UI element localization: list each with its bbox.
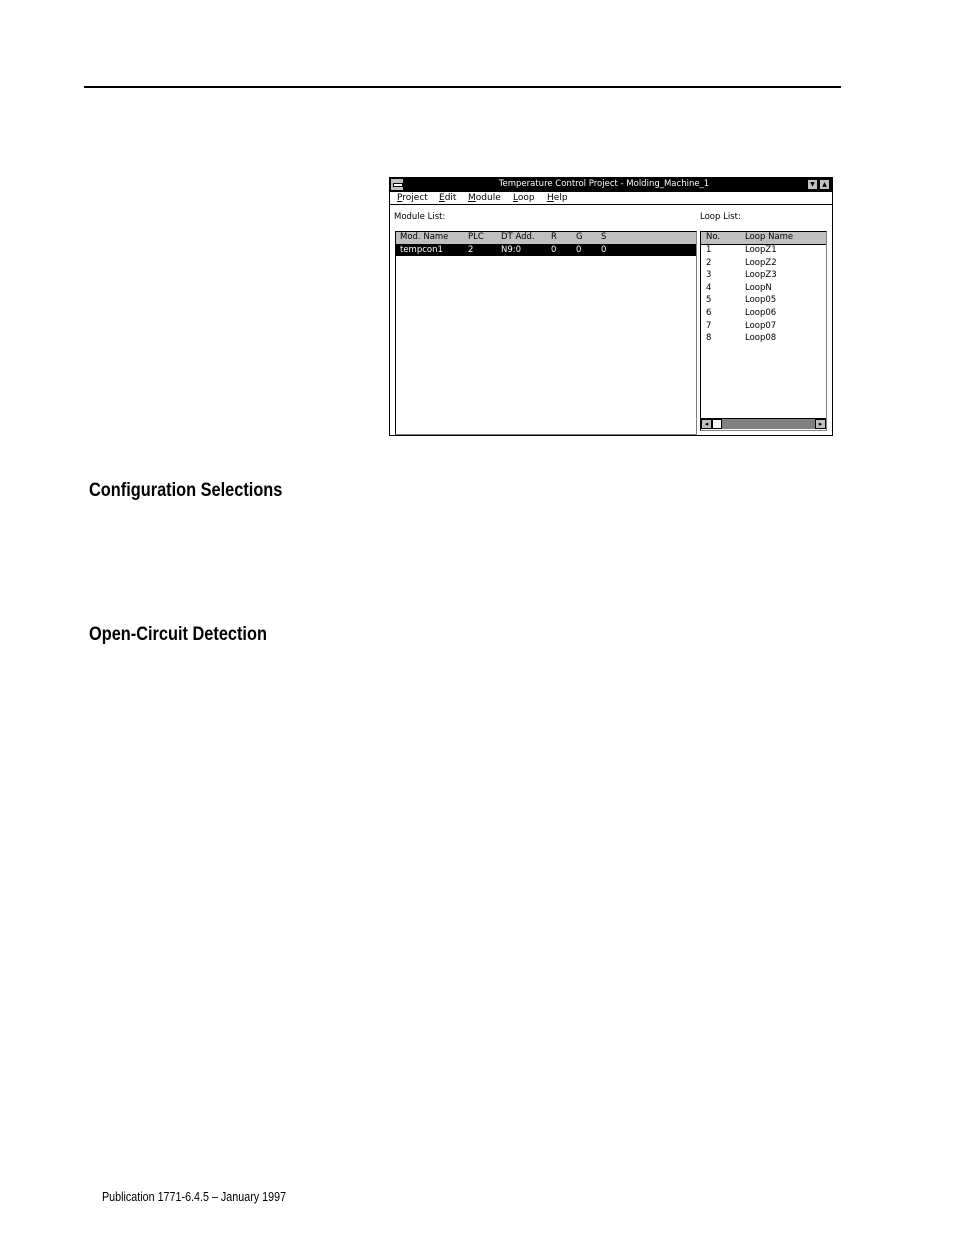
loop-name: Loop08 [745,333,777,344]
list-item[interactable] [701,333,826,345]
publication-footer: Publication 1771-6.4.5 – January 1997 [102,1190,287,1204]
minimize-icon[interactable]: ▼ [807,179,818,190]
menu-module[interactable]: Module [468,193,501,203]
column-header-mod-name[interactable]: Mod. Name [400,232,449,242]
loop-number: 2 [706,257,712,268]
column-header-loop-name[interactable]: Loop Name [745,232,794,242]
table-row[interactable] [396,245,696,256]
loop-number: 3 [706,270,712,281]
column-header-s[interactable]: S [601,232,607,242]
module-list[interactable] [395,231,697,435]
scrollbar-track[interactable] [722,419,815,429]
loop-name: Loop05 [745,295,777,306]
system-menu-icon[interactable] [391,179,404,190]
loop-name: LoopZ1 [745,245,777,255]
scrollbar-thumb[interactable] [712,419,722,429]
menu-help[interactable]: Help [547,193,568,203]
header-rule [84,86,841,88]
loop-name: LoopZ2 [745,257,777,268]
column-header-no[interactable]: No. [706,232,721,242]
window-title-bar[interactable] [390,178,832,192]
cell-dt-add: N9:0 [501,245,522,255]
window-title: Temperature Control Project - Molding_Machine_1 [498,179,710,189]
loop-number: 6 [706,308,712,318]
cell-r: 0 [551,245,557,255]
loop-name: LoopN [745,282,772,293]
loop-number: 5 [706,295,712,306]
loop-name: LoopZ3 [745,270,777,281]
column-header-plc[interactable]: PLC [468,232,484,242]
list-item[interactable] [701,270,826,282]
loop-name: Loop07 [745,320,777,331]
loop-list-label: Loop List: [700,212,741,222]
module-list-label: Module List: [394,212,446,222]
loop-name: Loop06 [745,308,777,318]
list-item[interactable] [701,295,826,307]
module-list-header [396,232,696,245]
list-item[interactable] [701,245,826,257]
loop-number: 4 [706,282,712,293]
menu-loop[interactable]: Loop [513,193,535,203]
list-item[interactable] [701,283,826,295]
loop-number: 7 [706,320,712,331]
loop-list-header [701,232,826,245]
cell-mod-name: tempcon1 [400,245,443,255]
scroll-left-icon[interactable]: ◂ [701,419,712,429]
maximize-icon[interactable]: ▲ [819,179,830,190]
cell-s: 0 [601,245,607,255]
column-header-r[interactable]: R [551,232,557,242]
temperature-control-window [389,177,833,436]
menu-project[interactable]: Project [397,193,428,203]
horizontal-scrollbar[interactable] [701,418,826,430]
section-heading-configuration-selections: Configuration Selections [89,480,283,501]
cell-plc: 2 [468,245,474,255]
list-item[interactable] [701,308,826,320]
loop-list[interactable] [700,231,827,431]
loop-number: 1 [706,245,712,255]
column-header-g[interactable]: G [576,232,583,242]
section-heading-open-circuit-detection: Open-Circuit Detection [89,624,267,645]
cell-g: 0 [576,245,582,255]
menu-edit[interactable]: Edit [439,193,457,203]
menu-bar [390,192,832,205]
column-header-dt-add[interactable]: DT Add. [501,232,535,242]
list-item[interactable] [701,258,826,270]
loop-number: 8 [706,333,712,344]
list-item[interactable] [701,321,826,333]
scroll-right-icon[interactable]: ▸ [815,419,826,429]
